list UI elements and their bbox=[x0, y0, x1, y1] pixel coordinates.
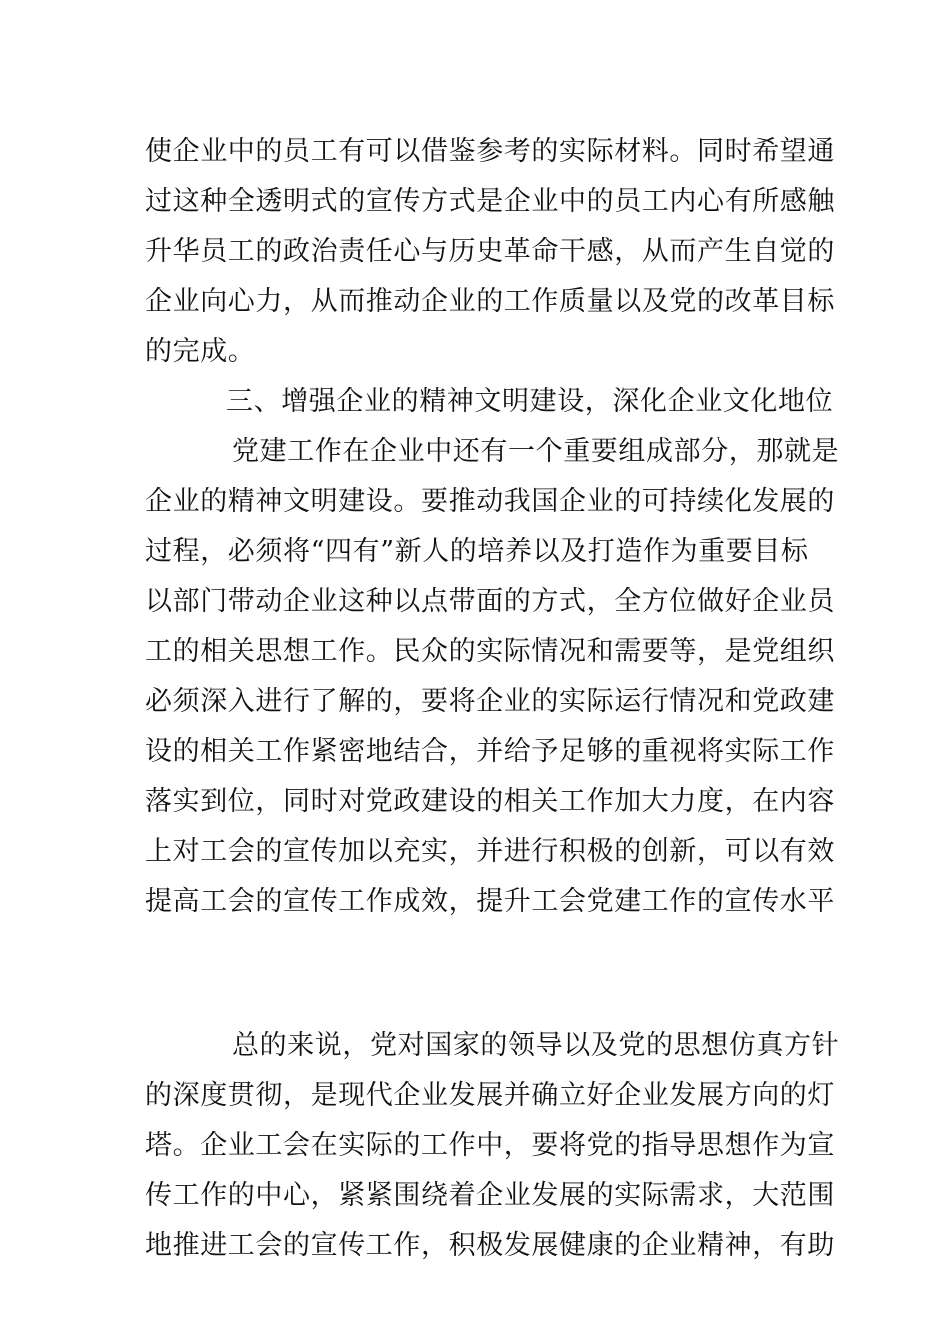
body-text-line: 必须深入进行了解的，要将企业的实际运行情况和党政建 bbox=[145, 686, 835, 717]
body-text-line: 总的来说，党对国家的领导以及党的思想仿真方针 bbox=[232, 1030, 840, 1061]
body-text-line: 的完成。 bbox=[145, 336, 256, 367]
body-text-line: 的深度贯彻，是现代企业发展并确立好企业发展方向的灯 bbox=[145, 1080, 835, 1111]
body-text-line: 落实到位，同时对党政建设的相关工作加大力度，在内容 bbox=[145, 786, 835, 817]
section-heading: 三、增强企业的精神文明建设，深化企业文化地位 bbox=[226, 386, 834, 417]
body-text-line: 传工作的中心，紧紧围绕着企业发展的实际需求，大范围 bbox=[145, 1180, 835, 1211]
body-text-line: 设的相关工作紧密地结合，并给予足够的重视将实际工作 bbox=[145, 736, 835, 767]
body-text-line: 企业向心力，从而推动企业的工作质量以及党的改革目标 bbox=[145, 286, 835, 317]
body-text-line: 塔。企业工会在实际的工作中，要将党的指导思想作为宣 bbox=[145, 1130, 835, 1161]
body-text-line: 企业的精神文明建设。要推动我国企业的可持续化发展的 bbox=[145, 486, 835, 517]
body-text-line: 提高工会的宣传工作成效，提升工会党建工作的宣传水平 bbox=[145, 886, 835, 917]
body-text-line: 过程，必须将“四有”新人的培养以及打造作为重要目标 bbox=[145, 536, 809, 567]
body-text-line: 升华员工的政治责任心与历史革命干感，从而产生自觉的 bbox=[145, 236, 835, 267]
body-text-line: 过这种全透明式的宣传方式是企业中的员工内心有所感触 bbox=[145, 186, 835, 217]
body-text-line: 党建工作在企业中还有一个重要组成部分，那就是 bbox=[232, 436, 840, 467]
body-text-line: 地推进工会的宣传工作，积极发展健康的企业精神，有助 bbox=[145, 1230, 835, 1261]
body-text-line: 工的相关思想工作。民众的实际情况和需要等，是党组织 bbox=[145, 636, 835, 667]
body-text-line: 上对工会的宣传加以充实，并进行积极的创新，可以有效 bbox=[145, 836, 835, 867]
body-text-line: 以部门带动企业这种以点带面的方式，全方位做好企业员 bbox=[145, 586, 835, 617]
body-text-line: 使企业中的员工有可以借鉴参考的实际材料。同时希望通 bbox=[145, 136, 835, 167]
